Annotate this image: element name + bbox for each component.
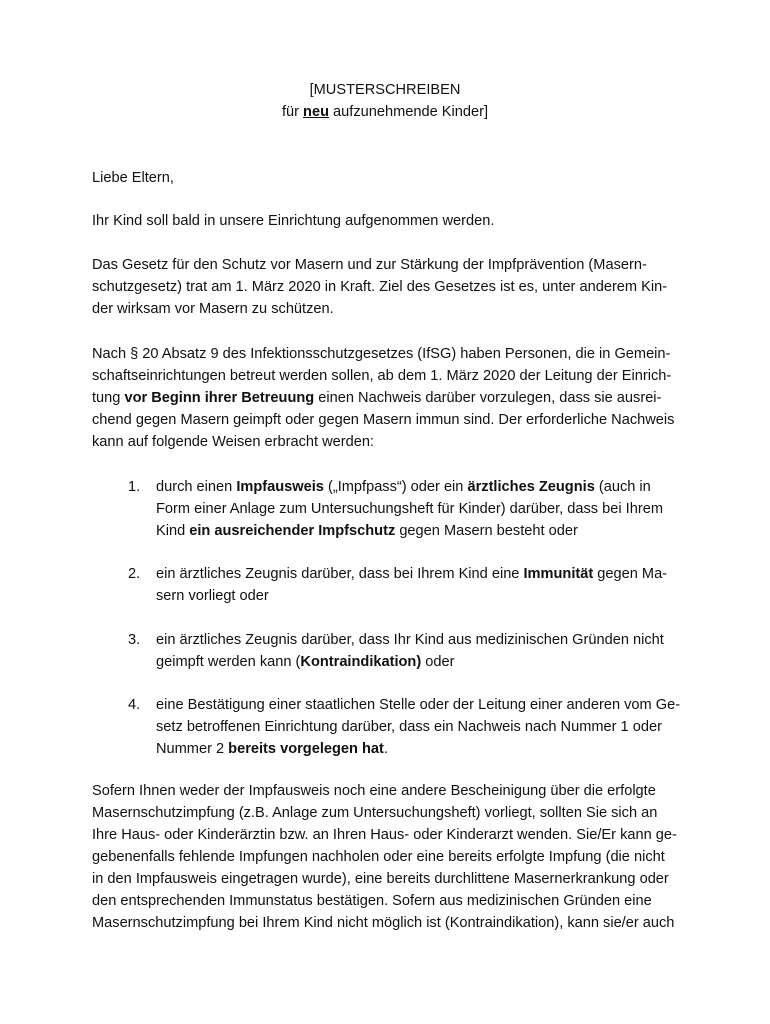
- header-text-2a: für: [281, 104, 304, 120]
- list-item-4-text-b: .: [383, 741, 388, 757]
- list-item-2-line-2: sern vorliegt oder: [156, 588, 269, 604]
- p2-line-3-rest: einen Nachweis darüber vorzulegen, dass sie ausrei-: [314, 390, 662, 406]
- p2-line-1: Nach § 20 Absatz 9 des Infektionsschutzgesetzes (IfSG) haben Personen, die in Gemein-: [92, 346, 671, 362]
- p3-line-5: in den Impfausweis eingetragen wurde), eine bereits durchlittene Masernerkrankung oder: [92, 871, 669, 887]
- list-item-4-line-2: setz betroffenen Einrichtung darüber, dass ein Nachweis nach Nummer 1 oder: [156, 719, 662, 735]
- list-number-3: 3.: [128, 632, 141, 648]
- p1-line-1: Das Gesetz für den Schutz vor Masern und zur Stärkung der Impfprävention (Masern-: [92, 257, 647, 273]
- list-item-1-text-d: Kind: [156, 523, 190, 539]
- header-emphasis-neu: neu: [303, 104, 329, 120]
- p2-emphasis: vor Beginn ihrer Betreuung: [124, 390, 315, 406]
- list-item-1-bold-a: Impfausweis: [236, 479, 324, 495]
- list-item-3-text-b: oder: [421, 654, 455, 670]
- salutation: Liebe Eltern,: [92, 170, 174, 186]
- list-item-1-text-a: durch einen: [156, 479, 237, 495]
- list-item-4-line-3: [156, 738, 388, 760]
- p2-line-2: schaftseinrichtungen betreut werden sollen, ab dem 1. März 2020 der Leitung der Einrich-: [92, 368, 672, 384]
- p3-line-1: Sofern Ihnen weder der Impfausweis noch eine andere Bescheinigung über die erfolgte: [92, 783, 656, 799]
- list-item-4-line-1: eine Bestätigung einer staatlichen Stelle oder der Leitung einer anderen vom Ge-: [156, 697, 681, 713]
- list-item-2-text-a: ein ärztliches Zeugnis darüber, dass bei Ihrem Kind eine: [156, 566, 524, 582]
- list-item-4-bold: bereits vorgelegen hat: [228, 741, 384, 757]
- list-number-4: 4.: [128, 697, 141, 713]
- list-item-1-text-c: (auch in: [594, 479, 651, 495]
- intro-paragraph: Ihr Kind soll bald in unsere Einrichtung aufgenommen werden.: [92, 213, 495, 229]
- list-item-1-line-1: [156, 476, 651, 498]
- list-item-1-line-2: Form einer Anlage zum Untersuchungsheft für Kinder) darüber, dass bei Ihrem: [156, 501, 663, 517]
- list-item-1-line-3: [156, 520, 578, 542]
- list-item-3-bold: Kontraindikation): [300, 654, 422, 670]
- p3-line-2: Masernschutzimpfung (z.B. Anlage zum Untersuchungsheft) vorliegt, sollten Sie sich an: [92, 805, 658, 821]
- header-line-1: [0, 79, 770, 101]
- list-item-3-text-a: geimpft werden kann (: [156, 654, 301, 670]
- list-item-3-line-1: ein ärztliches Zeugnis darüber, dass Ihr Kind aus medizinischen Gründen nicht: [156, 632, 664, 648]
- list-item-2-line-1: [156, 563, 667, 585]
- list-item-4-text-a: Nummer 2: [156, 741, 229, 757]
- p3-line-6: den entsprechenden Immunstatus bestätigen. Sofern aus medizinischen Gründen eine: [92, 893, 652, 909]
- p2-line-5: kann auf folgende Weisen erbracht werden:: [92, 434, 375, 450]
- header-text-1: [MUSTERSCHREIBEN: [309, 82, 461, 98]
- p1-line-2: schutzgesetz) trat am 1. März 2020 in Kraft. Ziel des Gesetzes ist es, unter anderem Kin-: [92, 279, 668, 295]
- list-item-3-line-2: [156, 651, 454, 673]
- list-number-1: 1.: [128, 479, 141, 495]
- list-item-2-text-b: gegen Ma-: [593, 566, 668, 582]
- list-number-2: 2.: [128, 566, 141, 582]
- header-text-2b: aufzunehmende Kinder]: [329, 104, 489, 120]
- p2-line-3: [92, 387, 661, 409]
- p2-line-3-start: tung: [92, 390, 125, 406]
- list-item-2-bold: Immunität: [523, 566, 594, 582]
- p3-line-4: gebenenfalls fehlende Impfungen nachholen oder eine bereits erfolgte Impfung (die nicht: [92, 849, 665, 865]
- p1-line-3: der wirksam vor Masern zu schützen.: [92, 301, 334, 317]
- list-item-1-text-e: gegen Masern besteht oder: [395, 523, 578, 539]
- p3-line-3: Ihre Haus- oder Kinderärztin bzw. an Ihren Haus- oder Kinderarzt wenden. Sie/Er kann ge-: [92, 827, 677, 843]
- p2-line-4: chend gegen Masern geimpft oder gegen Masern immun sind. Der erforderliche Nachweis: [92, 412, 675, 428]
- list-item-1-bold-b: ärztliches Zeugnis: [467, 479, 595, 495]
- list-item-1-bold-c: ein ausreichender Impfschutz: [189, 523, 396, 539]
- header-line-2: [0, 101, 770, 123]
- p3-line-7: Masernschutzimpfung bei Ihrem Kind nicht möglich ist (Kontraindikation), kann sie/er auch: [92, 915, 675, 931]
- list-item-1-text-b: („Impfpass“) oder ein: [323, 479, 468, 495]
